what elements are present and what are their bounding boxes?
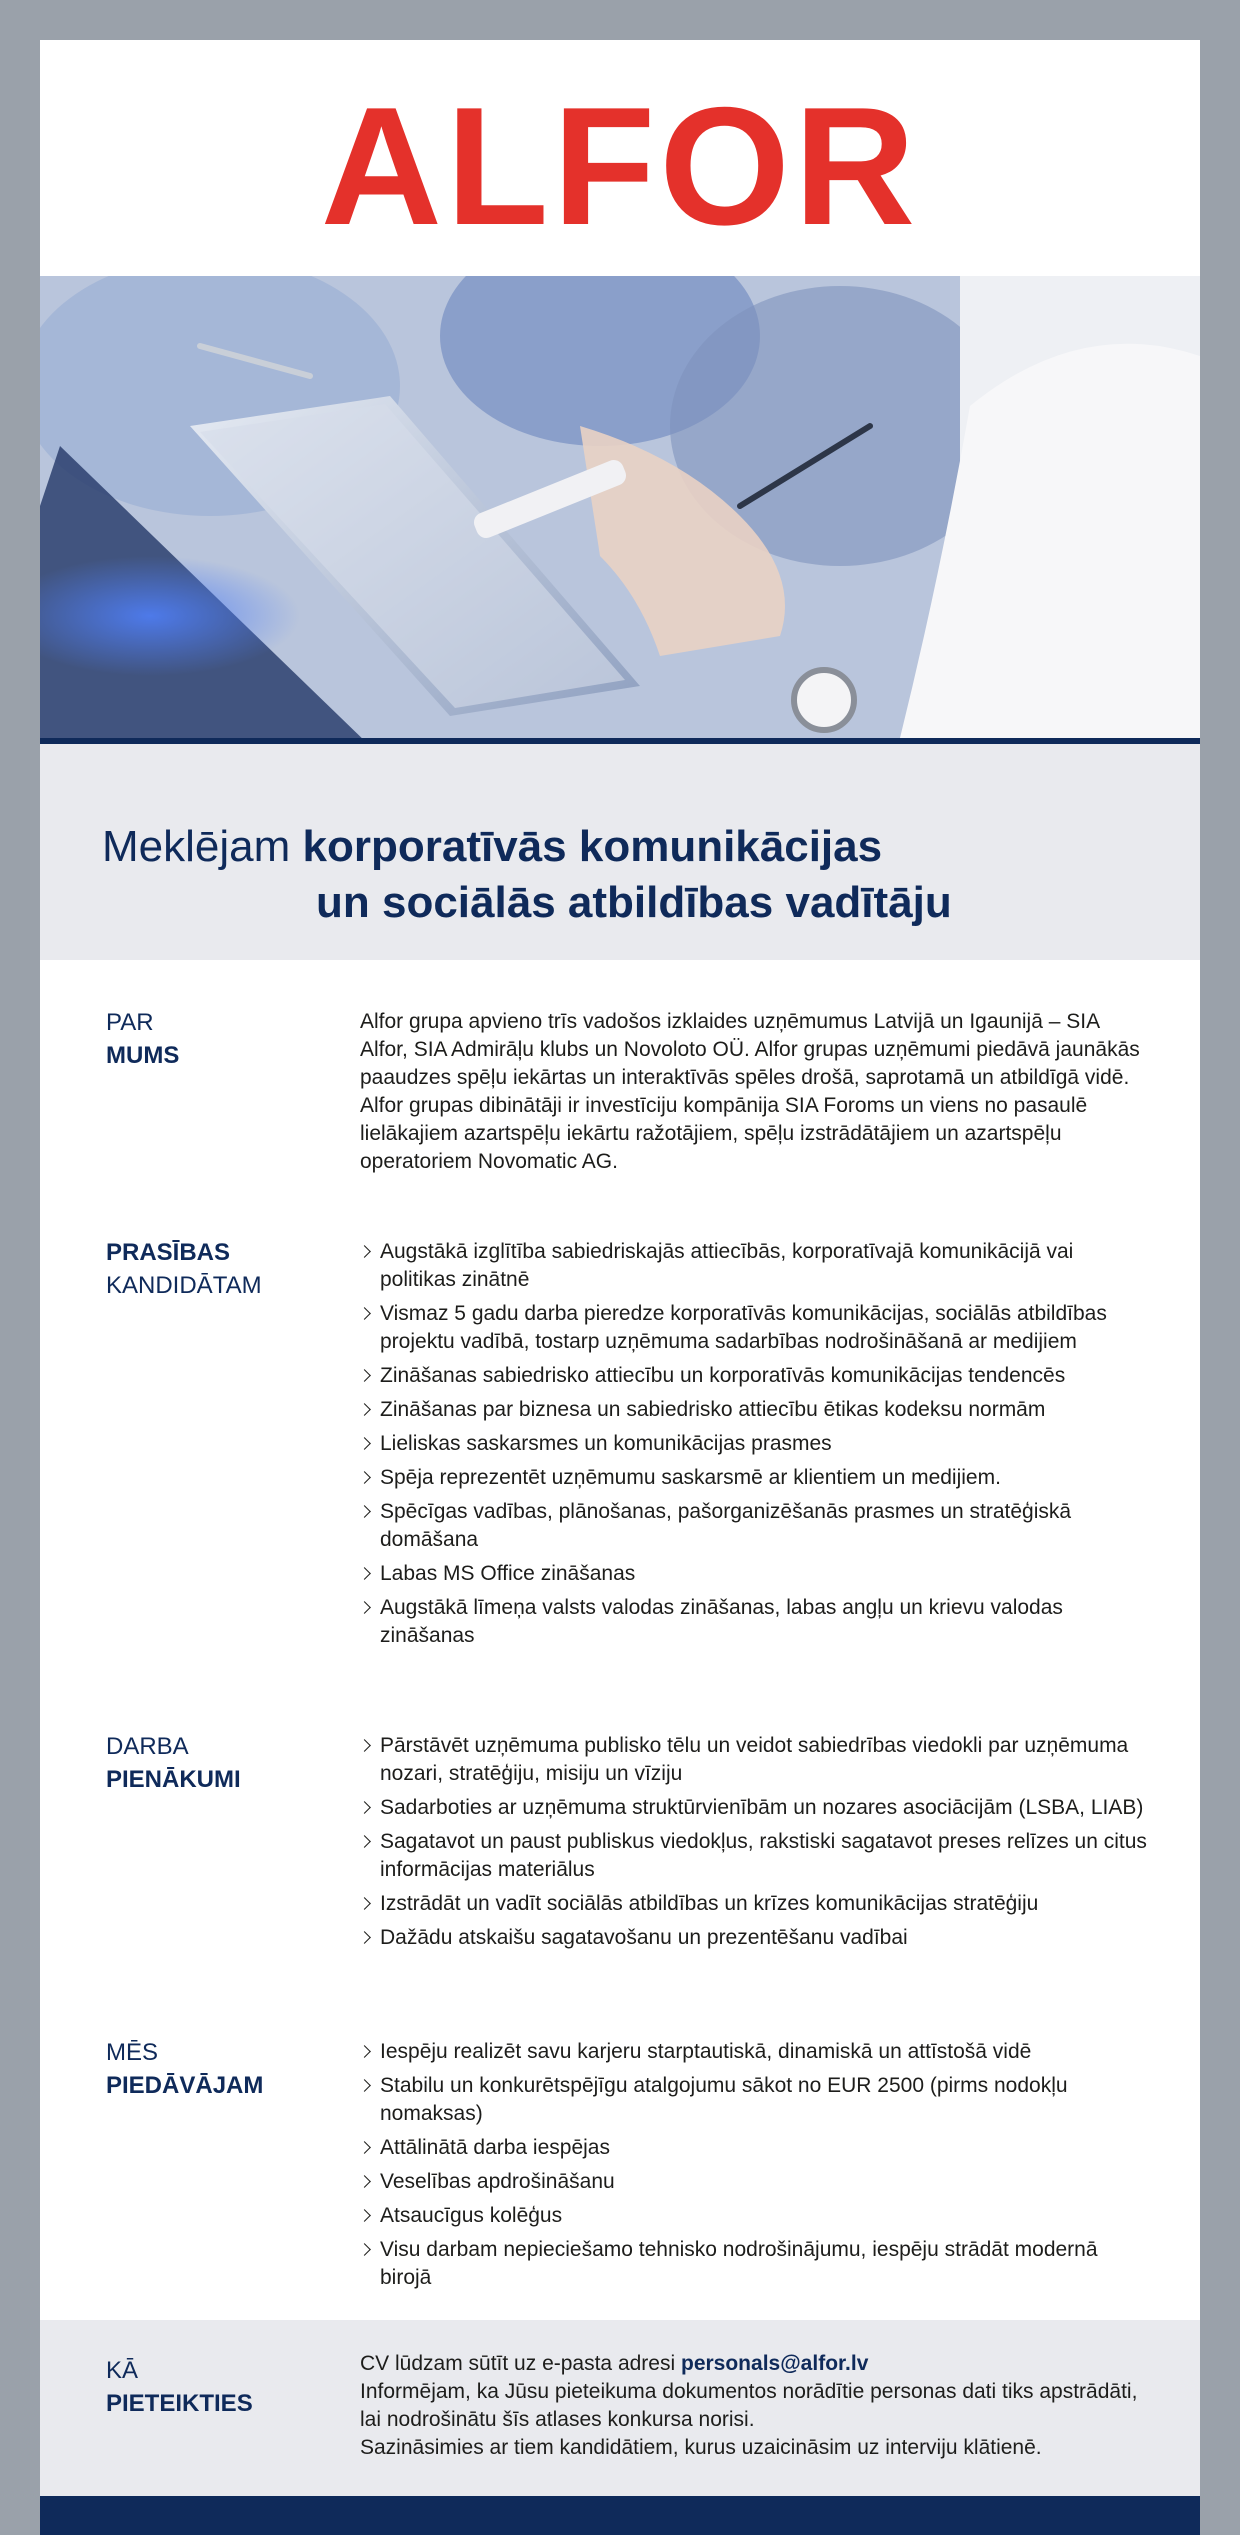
list-item: Lieliskas saskarsmes un komunikācijas prasmes	[360, 1430, 1150, 1458]
list-item: Augstākā līmeņa valsts valodas zināšanas, labas angļu un krievu valodas zināšanas	[360, 1594, 1150, 1650]
chevron-right-icon	[358, 1931, 371, 1944]
about-body	[360, 1008, 1150, 1176]
chevron-right-icon	[358, 2079, 371, 2092]
title-prefix: Meklējam	[102, 822, 291, 871]
list-item: Spēcīgas vadības, plānošanas, pašorganizēšanās prasmes un stratēģiskā domāšana	[360, 1498, 1150, 1554]
about-label-bold: MUMS	[106, 1042, 180, 1069]
requirements-label-light: KANDIDĀTAM	[106, 1272, 262, 1299]
title-bold-line2: un sociālās atbildības vadītāju	[316, 878, 952, 927]
chevron-right-icon	[358, 1801, 371, 1814]
chevron-right-icon	[358, 1369, 371, 1382]
chevron-right-icon	[358, 1245, 371, 1258]
office-meeting-photo	[40, 276, 1200, 738]
chevron-right-icon	[358, 2175, 371, 2188]
requirements-list	[360, 1238, 1150, 1650]
hero-image	[40, 276, 1200, 738]
apply-body	[360, 2350, 1150, 2462]
list-item: Zināšanas sabiedrisko attiecību un korporatīvās komunikācijas tendencēs	[360, 1362, 1150, 1390]
chevron-right-icon	[358, 2045, 371, 2058]
requirements-label-bold: PRASĪBAS	[106, 1239, 231, 1266]
list-item: Veselības apdrošināšanu	[360, 2168, 1150, 2196]
duties-list	[360, 1732, 1150, 1952]
offer-label-light: MĒS	[106, 2039, 159, 2066]
list-item: Pārstāvēt uzņēmuma publisko tēlu un veidot sabiedrības viedokli par uzņēmuma nozari, stratēģiju, misiju un vīziju	[360, 1732, 1150, 1788]
offer-list	[360, 2038, 1150, 2292]
chevron-right-icon	[358, 1437, 371, 1450]
apply-label-bold: PIETEIKTIES	[106, 2390, 253, 2417]
chevron-right-icon	[358, 1835, 371, 1848]
list-item: Sadarboties ar uzņēmuma struktūrvienībām un nozares asociācijām (LSBA, LIAB)	[360, 1794, 1150, 1822]
list-item: Labas MS Office zināšanas	[360, 1560, 1150, 1588]
list-item: Iespēju realizēt savu karjeru starptautiskā, dinamiskā un attīstošā vidē	[360, 2038, 1150, 2066]
title-band	[40, 744, 1200, 960]
chevron-right-icon	[358, 1601, 371, 1614]
list-item: Zināšanas par biznesa un sabiedrisko attiecību ētikas kodeksu normām	[360, 1396, 1150, 1424]
apply-contact-text: Sazināsimies ar tiem kandidātiem, kurus uzaicināsim uz interviju klātienē.	[360, 2436, 1042, 2459]
duties-body	[360, 1732, 1150, 1958]
email-link[interactable]: personals@alfor.lv	[681, 2352, 869, 2375]
chevron-right-icon	[358, 2141, 371, 2154]
job-ad-card	[40, 40, 1200, 2535]
list-item: Vismaz 5 gadu darba pieredze korporatīvās komunikācijas, sociālās atbildības projektu vadībā, tostarp uzņēmuma sadarbības nodrošināšanā ar medijiem	[360, 1300, 1150, 1356]
chevron-right-icon	[358, 1897, 371, 1910]
title-bold-line1: korporatīvās komunikācijas	[302, 822, 883, 871]
logo-area	[40, 40, 1200, 276]
footer-bar	[40, 2496, 1200, 2535]
apply-cv-line	[360, 2350, 1150, 2378]
apply-label-light: KĀ	[106, 2357, 139, 2384]
chevron-right-icon	[358, 1307, 371, 1320]
offer-label	[106, 2036, 263, 2102]
duties-label-light: DARBA	[106, 1733, 189, 1760]
list-item: Sagatavot un paust publiskus viedokļus, rakstiski sagatavot preses relīzes un citus informācijas materiālus	[360, 1828, 1150, 1884]
list-item: Spēja reprezentēt uzņēmumu saskarsmē ar klientiem un medijiem.	[360, 1464, 1150, 1492]
offer-label-bold: PIEDĀVĀJAM	[106, 2072, 264, 2099]
chevron-right-icon	[358, 2209, 371, 2222]
list-item: Attālinātā darba iespējas	[360, 2134, 1150, 2162]
about-text: Alfor grupa apvieno trīs vadošos izklaides uzņēmumus Latvijā un Igaunijā – SIA Alfor, SIA Admirāļu klubs un Novoloto OÜ. Alfor grupas uzņēmumi piedāvā jaunākās paaudzes spēļu iekārtas un interaktīvās spēles drošā, saprotamā un atbildīgā vidē. Alfor grupas dibinātāji ir investīciju kompānija SIA Foroms un viens no pasaulē lielākajiem azartspēļu iekārtu ražotājiem, spēļu izstrādātājiem un azartspēļu operatoriem Novomatic AG.	[360, 1010, 1140, 1173]
apply-cv-text: CV lūdzam sūtīt uz e-pasta adresi	[360, 2352, 676, 2375]
alfor-logo: ALFOR	[320, 72, 920, 260]
offer-body	[360, 2038, 1150, 2298]
chevron-right-icon	[358, 1403, 371, 1416]
chevron-right-icon	[358, 2243, 371, 2256]
page-title	[102, 822, 882, 872]
list-item: Izstrādāt un vadīt sociālās atbildības un krīzes komunikācijas stratēģiju	[360, 1890, 1150, 1918]
about-label-light: PAR	[106, 1009, 154, 1036]
apply-privacy-text: Informējam, ka Jūsu pieteikuma dokumentos norādītie personas dati tiks apstrādāti, lai nodrošinātu šīs atlases konkursa norisi.	[360, 2380, 1138, 2431]
list-item: Visu darbam nepieciešamo tehnisko nodrošinājumu, iespēju strādāt modernā birojā	[360, 2236, 1150, 2292]
list-item: Stabilu un konkurētspējīgu atalgojumu sākot no EUR 2500 (pirms nodokļu nomaksas)	[360, 2072, 1150, 2128]
chevron-right-icon	[358, 1471, 371, 1484]
duties-label	[106, 1730, 241, 1796]
list-item: Dažādu atskaišu sagatavošanu un prezentēšanu vadībai	[360, 1924, 1150, 1952]
requirements-label	[106, 1236, 262, 1302]
about-label	[106, 1006, 179, 1072]
chevron-right-icon	[358, 1567, 371, 1580]
list-item: Augstākā izglītība sabiedriskajās attiecībās, korporatīvajā komunikācijā vai politikas zinātnē	[360, 1238, 1150, 1294]
apply-section	[40, 2320, 1200, 2496]
requirements-body	[360, 1238, 1150, 1656]
duties-label-bold: PIENĀKUMI	[106, 1766, 241, 1793]
chevron-right-icon	[358, 1505, 371, 1518]
apply-label	[106, 2354, 253, 2420]
list-item: Atsaucīgus kolēģus	[360, 2202, 1150, 2230]
chevron-right-icon	[358, 1739, 371, 1752]
